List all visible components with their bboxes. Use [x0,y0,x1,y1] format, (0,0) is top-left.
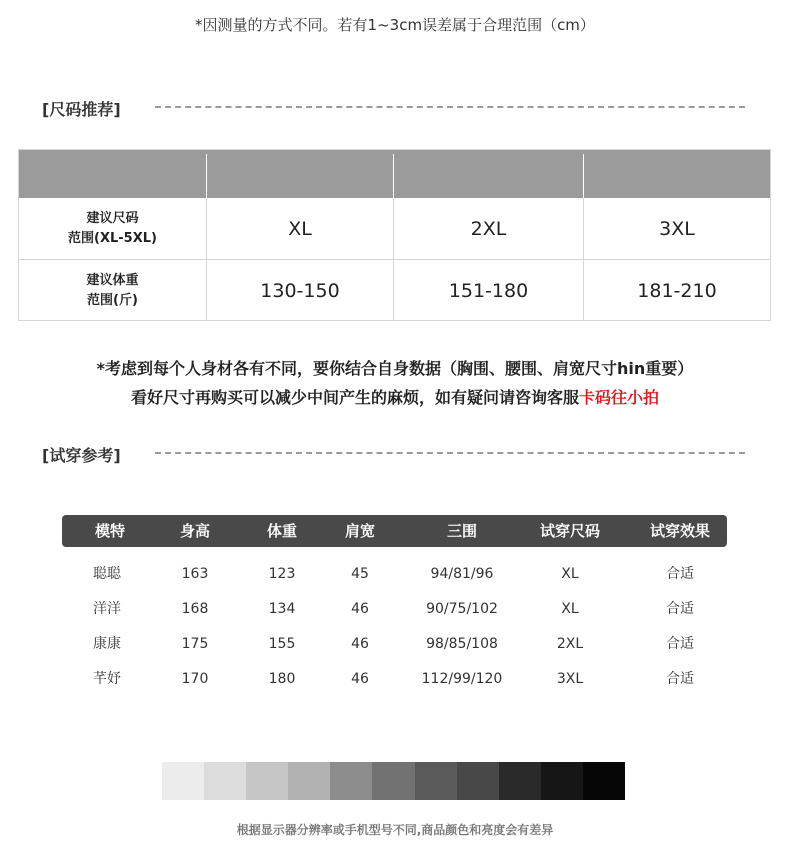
table-row: 康康 175 155 46 98/85/108 2XL 合适 [93,636,694,652]
try-section-title: [试穿参考] [42,446,121,465]
grayscale-swatch-strip [162,762,625,800]
measurement-note: *因测量的方式不同。若有1~3cm误差属于合理范围（cm） [195,16,595,34]
gray-swatch [372,762,414,800]
size-down-hint: 卡码往小拍 [579,388,660,407]
gray-swatch [204,762,246,800]
color-disclaimer: 根据显示器分辨率或手机型号不同,商品颜色和亮度会有差异 [236,823,554,837]
header-shoulder: 肩宽 [344,522,375,540]
header-height: 身高 [179,522,210,540]
gray-swatch [457,762,499,800]
fit-advice-line-1: *考虑到每个人身材各有不同，要你结合自身数据（胸围、腰围、肩宽尺寸hin重要） [96,359,694,378]
size-row-recommended-weight [19,260,770,321]
gray-swatch [541,762,583,800]
weight-cell: 130-150 [260,279,340,302]
size-section-title: [尺码推荐] [42,100,121,119]
size-cell: 2XL [470,217,507,240]
table-row: 洋洋 168 134 46 90/75/102 XL 合适 [93,601,694,617]
gray-swatch [330,762,372,800]
size-table-header [19,150,770,198]
gray-swatch [499,762,541,800]
size-cell: XL [288,217,312,240]
header-measurements: 三围 [446,522,477,540]
size-section-divider [155,106,745,108]
gray-swatch [583,762,625,800]
weight-cell: 181-210 [637,279,717,302]
gray-swatch [415,762,457,800]
size-row-recommended-size [19,198,770,259]
gray-swatch [288,762,330,800]
gray-swatch [246,762,288,800]
size-row-label: 建议尺码 范围(XL-5XL) [68,210,157,246]
header-weight: 体重 [266,522,297,540]
size-cell: 3XL [659,217,695,240]
header-model: 模特 [94,522,125,540]
size-row-label: 建议体重 范围(斤) [86,272,139,308]
table-row: 聪聪 163 123 45 94/81/96 XL 合适 [93,566,694,582]
weight-cell: 151-180 [448,279,529,302]
try-section-divider [155,452,745,454]
fit-advice-line-2: 看好尺寸再购买可以减少中间产生的麻烦，如有疑问请咨询客服卡码往小拍 [130,388,660,407]
try-table-header [62,515,727,547]
size-table [18,149,771,321]
gray-swatch [162,762,204,800]
table-row: 芊妤 170 180 46 112/99/120 3XL 合适 [93,671,694,687]
header-fit-result: 试穿效果 [649,522,710,540]
header-tried-size: 试穿尺码 [539,522,600,540]
